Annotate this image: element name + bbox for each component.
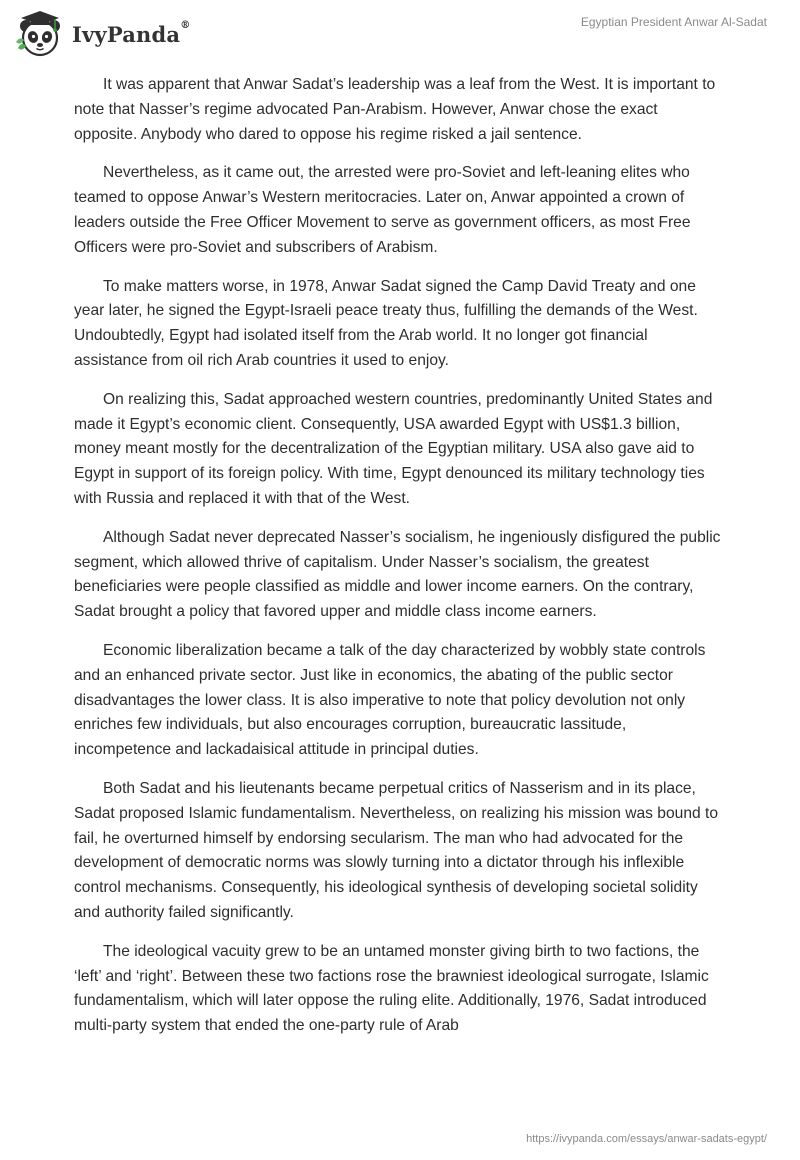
paragraph: Nevertheless, as it came out, the arrested were pro-Soviet and left-leaning elites who teamed to oppose Anwar’s Western meritocracies. Later on, Anwar appointed a crown of leaders outside the Free Officer Movement to serve as government officers, as most Free Officers were pro-Soviet and subscribers of Arabism.	[74, 164, 691, 256]
brand-name-text: IvyPanda	[72, 21, 181, 47]
paragraph: On realizing this, Sadat approached western countries, predominantly United States and made it Egypt’s economic client. Consequently, USA awarded Egypt with US$1.3 billion, money meant mostly for the decentralization of the Egyptian military. USA also gave aid to Egypt in support of its foreign policy. With time, Egypt denounced its military technology ties with Russia and replaced it with that of the West.	[74, 390, 713, 507]
brand-logo[interactable]	[14, 8, 190, 60]
essay-body	[74, 73, 724, 1053]
panda-graduation-cap-icon	[14, 8, 66, 60]
paragraph: To make matters worse, in 1978, Anwar Sadat signed the Camp David Treaty and one year later, he signed the Egypt-Israeli peace treaty thus, fulfilling the demands of the West. Undoubtedly, Egypt had isolated itself from the Arab world. It no longer got financial assistance from oil rich Arab countries it used to enjoy.	[74, 277, 698, 369]
paragraph: The ideological vacuity grew to be an untamed monster giving birth to two factions, the ‘left’ and ‘right’. Between these two factions rose the brawniest ideological surrogate, Islamic fundamentalism, which will later oppose the ruling elite. Additionally, 1976, Sadat introduced multi-party system that ended the one-party rule of Arab	[74, 942, 709, 1035]
paragraph: It was apparent that Anwar Sadat’s leadership was a leaf from the West. It is important to note that Nasser’s regime advocated Pan-Arabism. However, Anwar chose the exact opposite. Anybody who dared to oppose his regime risked a jail sentence.	[74, 76, 716, 143]
brand-name	[72, 19, 191, 47]
paragraph: Both Sadat and his lieutenants became perpetual critics of Nasserism and in its place, Sadat proposed Islamic fundamentalism. Nevertheless, on realizing his mission was bound to fail, he overturned himself by endorsing secularism. The man who had advocated for the development of democratic norms was slowly turning into a dictator through his inflexible control mechanisms. Consequently, his ideological synthesis of developing societal solidity and authority failed significantly.	[74, 779, 719, 921]
document-title: Egyptian President Anwar Al-Sadat	[580, 15, 767, 29]
source-url-link[interactable]: https://ivypanda.com/essays/anwar-sadats-egypt/	[526, 1133, 767, 1145]
paragraph: Although Sadat never deprecated Nasser’s socialism, he ingeniously disfigured the public segment, which allowed thrive of capitalism. Under Nasser’s socialism, the greatest beneficiaries were people classified as middle and lower income earners. On the contrary, Sadat brought a policy that favored upper and middle class income earners.	[74, 528, 721, 621]
registered-mark: ®	[180, 19, 191, 31]
paragraph: Economic liberalization became a talk of the day characterized by wobbly state controls and an enhanced private sector. Just like in economics, the abating of the public sector disadvantages the lower class. It is also imperative to note that policy devolution not only enriches few individuals, but also encourages corruption, bureaucratic lassitude, incompetence and lackadaisical attitude in principal duties.	[74, 641, 706, 759]
page-header	[0, 0, 800, 70]
